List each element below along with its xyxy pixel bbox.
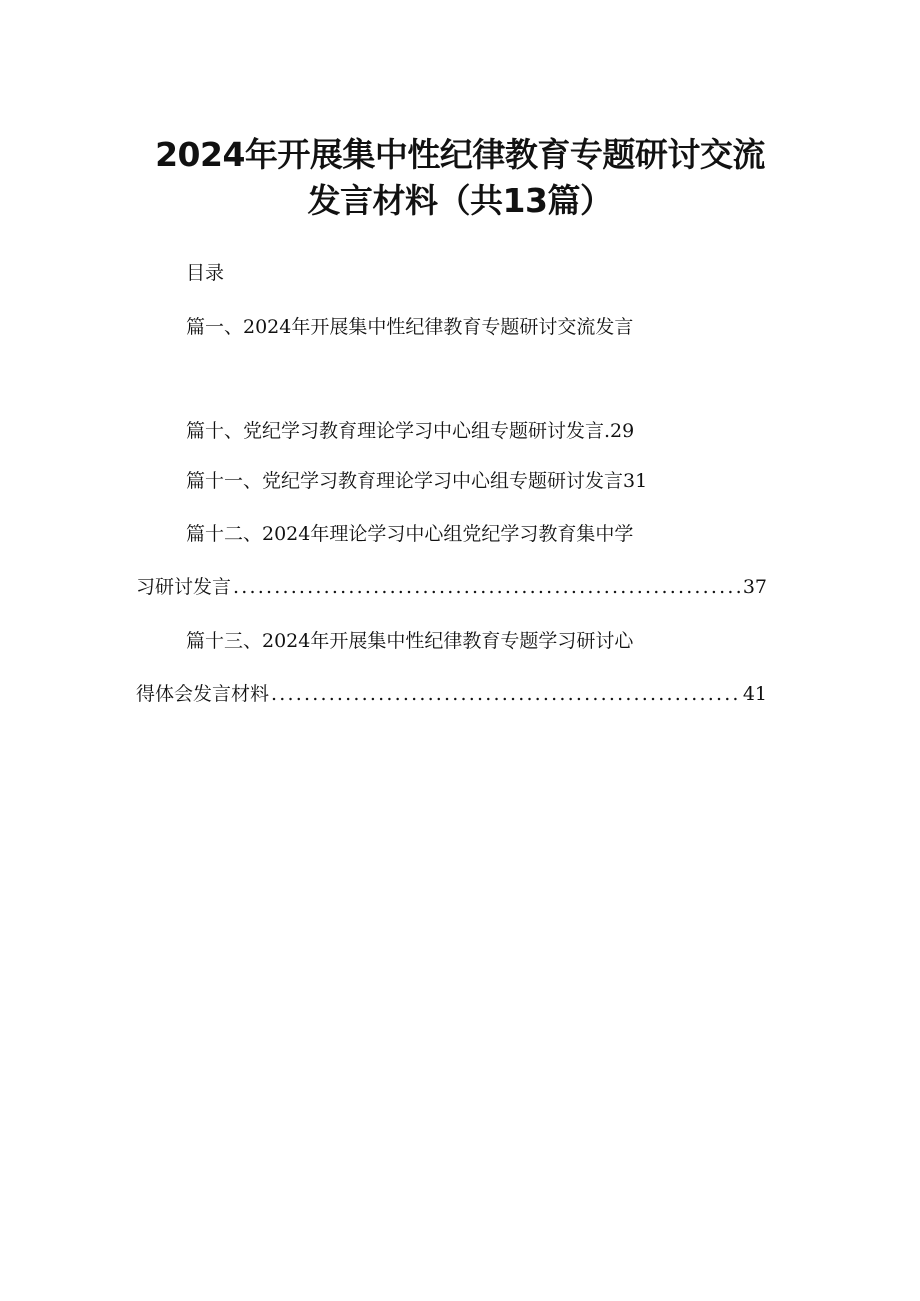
toc-heading: 目录 (186, 262, 225, 284)
toc-page-number: 41 (742, 683, 767, 705)
dot-leader (271, 685, 741, 704)
toc-entry[interactable]: 篇十、党纪学习教育理论学习中心组专题研讨发言.29 (186, 420, 635, 442)
toc-page-number: 37 (742, 576, 767, 598)
toc-entry[interactable]: 篇十一、党纪学习教育理论学习中心组专题研讨发言31 (186, 470, 648, 492)
toc-entry[interactable]: 篇十三、2024年开展集中性纪律教育专题学习研讨心 (186, 630, 634, 652)
toc-entry-continuation[interactable] (136, 578, 767, 597)
toc-entry[interactable]: 篇十二、2024年理论学习中心组党纪学习教育集中学 (186, 523, 634, 545)
toc-entry-continuation[interactable] (136, 685, 767, 704)
toc-entry-continuation-text: 习研讨发言 (136, 576, 232, 598)
document-title-line-2: 发言材料（共13篇） (307, 181, 613, 220)
dot-leader (233, 578, 741, 597)
toc-entry-continuation-text: 得体会发言材料 (136, 683, 270, 705)
document-title-line-1: 2024年开展集中性纪律教育专题研讨交流 (155, 135, 765, 174)
toc-entry[interactable]: 篇一、2024年开展集中性纪律教育专题研讨交流发言 (186, 316, 634, 338)
